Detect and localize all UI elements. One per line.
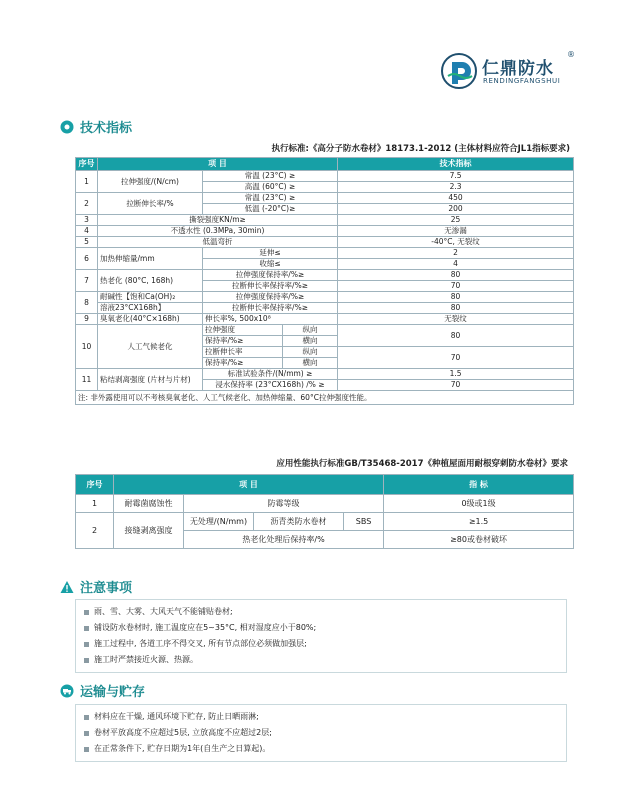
list-item-text: 雨、雪、大雾、大风天气不能铺贴卷材; xyxy=(94,607,233,616)
row-name: 耐霉菌腐蚀性 xyxy=(114,495,184,513)
header-no: 序号 xyxy=(76,158,98,171)
row-condition: 拉断伸长率 xyxy=(203,347,283,358)
row-material: 沥青类防水卷材 xyxy=(254,513,344,531)
table-row xyxy=(76,270,574,281)
row-no: 10 xyxy=(76,325,98,369)
warning-icon xyxy=(60,580,74,594)
row-value: 2.3 xyxy=(338,182,574,193)
brand-logo xyxy=(440,52,580,92)
row-value: 1.5 xyxy=(338,369,574,380)
row-name: 溶液23°CX168h】 xyxy=(98,303,203,314)
list-item xyxy=(84,636,558,652)
row-direction: 横向 xyxy=(283,358,338,369)
row-condition: 拉断伸长率保持率/%≥ xyxy=(203,303,338,314)
header-item: 项 目 xyxy=(114,475,384,495)
section-tech-label: 技术指标 xyxy=(80,121,133,136)
row-value: 200 xyxy=(338,204,574,215)
row-direction: 纵向 xyxy=(283,347,338,358)
section-transport-label: 运输与贮存 xyxy=(80,685,146,700)
row-condition: 标准试验条件/(N/mm) ≥ xyxy=(203,369,338,380)
row-condition: 无处理/(N/mm) xyxy=(184,513,254,531)
row-name: 撕裂强度KN/m≥ xyxy=(98,215,338,226)
row-value: ≥1.5 xyxy=(384,513,574,531)
row-condition: 伸长率%, 500x10⁸ xyxy=(203,314,338,325)
row-value: 2 xyxy=(338,248,574,259)
row-name: 拉断伸长率/% xyxy=(98,193,203,215)
list-item xyxy=(84,709,558,725)
table-header-row xyxy=(76,158,574,171)
row-no: 3 xyxy=(76,215,98,226)
row-direction: 纵向 xyxy=(283,325,338,336)
table1-standard: 执行标准:《高分子防水卷材》18173.1-2012 (主体材料应符合JL1指标要求) xyxy=(271,144,570,154)
row-condition: 延伸≤ xyxy=(203,248,338,259)
table-row xyxy=(76,193,574,204)
list-item-text: 在正常条件下, 贮存日期为1年(自生产之日算起)。 xyxy=(94,744,271,753)
header-spec: 技术指标 xyxy=(338,158,574,171)
row-condition: 高温 (60°C) ≥ xyxy=(203,182,338,193)
list-item-text: 施工时严禁接近火源、热源。 xyxy=(94,655,198,664)
row-name: 接缝剥离强度 xyxy=(114,513,184,549)
section-notice-label: 注意事项 xyxy=(80,581,133,596)
list-item-text: 材料应在干燥, 通风环境下贮存, 防止日晒雨淋; xyxy=(94,712,259,721)
brand-name-cn: 仁鼎防水 xyxy=(482,59,554,79)
table-row xyxy=(76,495,574,513)
row-no: 7 xyxy=(76,270,98,292)
row-condition: 收缩≤ xyxy=(203,259,338,270)
bullet-icon xyxy=(84,747,89,752)
row-name: 不透水性 (0.3MPa, 30min) xyxy=(98,226,338,237)
application-spec-table xyxy=(75,474,574,549)
row-value: 无裂纹 xyxy=(338,314,574,325)
bullet-icon xyxy=(84,626,89,631)
header-no: 序号 xyxy=(76,475,114,495)
bullet-icon xyxy=(84,715,89,720)
row-name: 拉伸强度/(N/cm) xyxy=(98,171,203,193)
row-name: 热老化 (80°C, 168h) xyxy=(98,270,203,292)
row-condition: 拉断伸长率保持率/%≥ xyxy=(203,281,338,292)
bullet-icon xyxy=(84,658,89,663)
brand-name-en: RENDINGFANGSHUI xyxy=(483,77,561,85)
row-value: ≥80或卷材破坏 xyxy=(384,531,574,549)
row-value: 70 xyxy=(338,380,574,391)
row-name: 加热伸缩量/mm xyxy=(98,248,203,270)
row-condition: 拉伸强度保持率/%≥ xyxy=(203,292,338,303)
bullet-icon xyxy=(84,731,89,736)
row-condition: 防霉等级 xyxy=(184,495,384,513)
row-value: 80 xyxy=(338,325,574,347)
logo-mark-icon xyxy=(440,52,478,90)
row-value: 80 xyxy=(338,303,574,314)
table-row xyxy=(76,248,574,259)
row-condition: 常温 (23°C) ≥ xyxy=(203,171,338,182)
row-condition: 保持率/%≥ xyxy=(203,358,283,369)
list-item xyxy=(84,652,558,668)
row-name: 低温弯折 xyxy=(98,237,338,248)
row-condition: 热老化处理后保持率/% xyxy=(184,531,384,549)
list-item xyxy=(84,741,558,757)
row-no: 9 xyxy=(76,314,98,325)
gear-badge-icon xyxy=(60,120,74,134)
table-row xyxy=(76,215,574,226)
table-header-row xyxy=(76,475,574,495)
row-name: 耐碱性【饱和Ca(OH)₂ xyxy=(98,292,203,303)
row-no: 2 xyxy=(76,193,98,215)
row-value: 4 xyxy=(338,259,574,270)
truck-icon xyxy=(60,684,74,698)
row-no: 1 xyxy=(76,171,98,193)
row-condition: 浸水保持率 (23°CX168h) /% ≥ xyxy=(203,380,338,391)
registered-mark: ® xyxy=(567,50,575,59)
row-value: 无渗漏 xyxy=(338,226,574,237)
table-row xyxy=(76,369,574,380)
page-header xyxy=(0,0,620,100)
row-condition: 常温 (23°C) ≥ xyxy=(203,193,338,204)
row-value: 80 xyxy=(338,270,574,281)
row-no: 6 xyxy=(76,248,98,270)
row-name: 粘结剥离强度 (片材与片材) xyxy=(98,369,203,391)
list-item-text: 卷材平放高度不应超过5层, 立放高度不应超过2层; xyxy=(94,728,272,737)
row-no: 11 xyxy=(76,369,98,391)
row-no: 5 xyxy=(76,237,98,248)
header-item: 项 目 xyxy=(98,158,338,171)
row-no: 4 xyxy=(76,226,98,237)
row-condition: 拉伸强度 xyxy=(203,325,283,336)
row-name: 臭氧老化(40°C×168h) xyxy=(98,314,203,325)
list-item xyxy=(84,604,558,620)
bullet-icon xyxy=(84,610,89,615)
row-condition: 保持率/%≥ xyxy=(203,336,283,347)
row-value: 70 xyxy=(338,347,574,369)
list-item xyxy=(84,620,558,636)
table-note-row xyxy=(76,391,574,405)
section-transport-title xyxy=(60,681,145,700)
header-spec: 指 标 xyxy=(384,475,574,495)
table-row xyxy=(76,303,574,314)
row-no: 8 xyxy=(76,292,98,314)
row-value: 450 xyxy=(338,193,574,204)
section-tech-title xyxy=(60,117,132,136)
row-value: 7.5 xyxy=(338,171,574,182)
row-value: 0级或1级 xyxy=(384,495,574,513)
table-row xyxy=(76,292,574,303)
table-row xyxy=(76,171,574,182)
row-value: 70 xyxy=(338,281,574,292)
row-condition: 拉伸强度保持率/%≥ xyxy=(203,270,338,281)
list-item-text: 铺设防水卷材时, 施工温度应在5~35°C, 相对湿度应小于80%; xyxy=(94,623,317,632)
bullet-icon xyxy=(84,642,89,647)
row-value: 25 xyxy=(338,215,574,226)
table-row xyxy=(76,314,574,325)
table-row xyxy=(76,325,574,336)
row-value: 80 xyxy=(338,292,574,303)
list-item-text: 施工过程中, 各道工序不得交叉, 所有节点部位必须做加强层; xyxy=(94,639,307,648)
list-item xyxy=(84,725,558,741)
notice-box xyxy=(75,599,567,673)
row-name: 人工气候老化 xyxy=(98,325,203,369)
row-type: SBS xyxy=(344,513,384,531)
row-condition: 低温 (-20°C)≥ xyxy=(203,204,338,215)
tech-spec-table xyxy=(75,157,574,405)
table2-standard: 应用性能执行标准GB/T35468-2017《种植屋面用耐根穿刺防水卷材》要求 xyxy=(276,459,568,469)
row-value: -40°C, 无裂纹 xyxy=(338,237,574,248)
table-note: 注: 非外露使用可以不考核臭氧老化、人工气候老化、加热伸缩量、60°C拉伸强度性能。 xyxy=(76,391,574,405)
table-row xyxy=(76,513,574,531)
row-no: 2 xyxy=(76,513,114,549)
table-row xyxy=(76,237,574,248)
row-direction: 横向 xyxy=(283,336,338,347)
row-no: 1 xyxy=(76,495,114,513)
section-notice-title xyxy=(60,577,132,596)
table-row xyxy=(76,226,574,237)
storage-box xyxy=(75,704,567,762)
